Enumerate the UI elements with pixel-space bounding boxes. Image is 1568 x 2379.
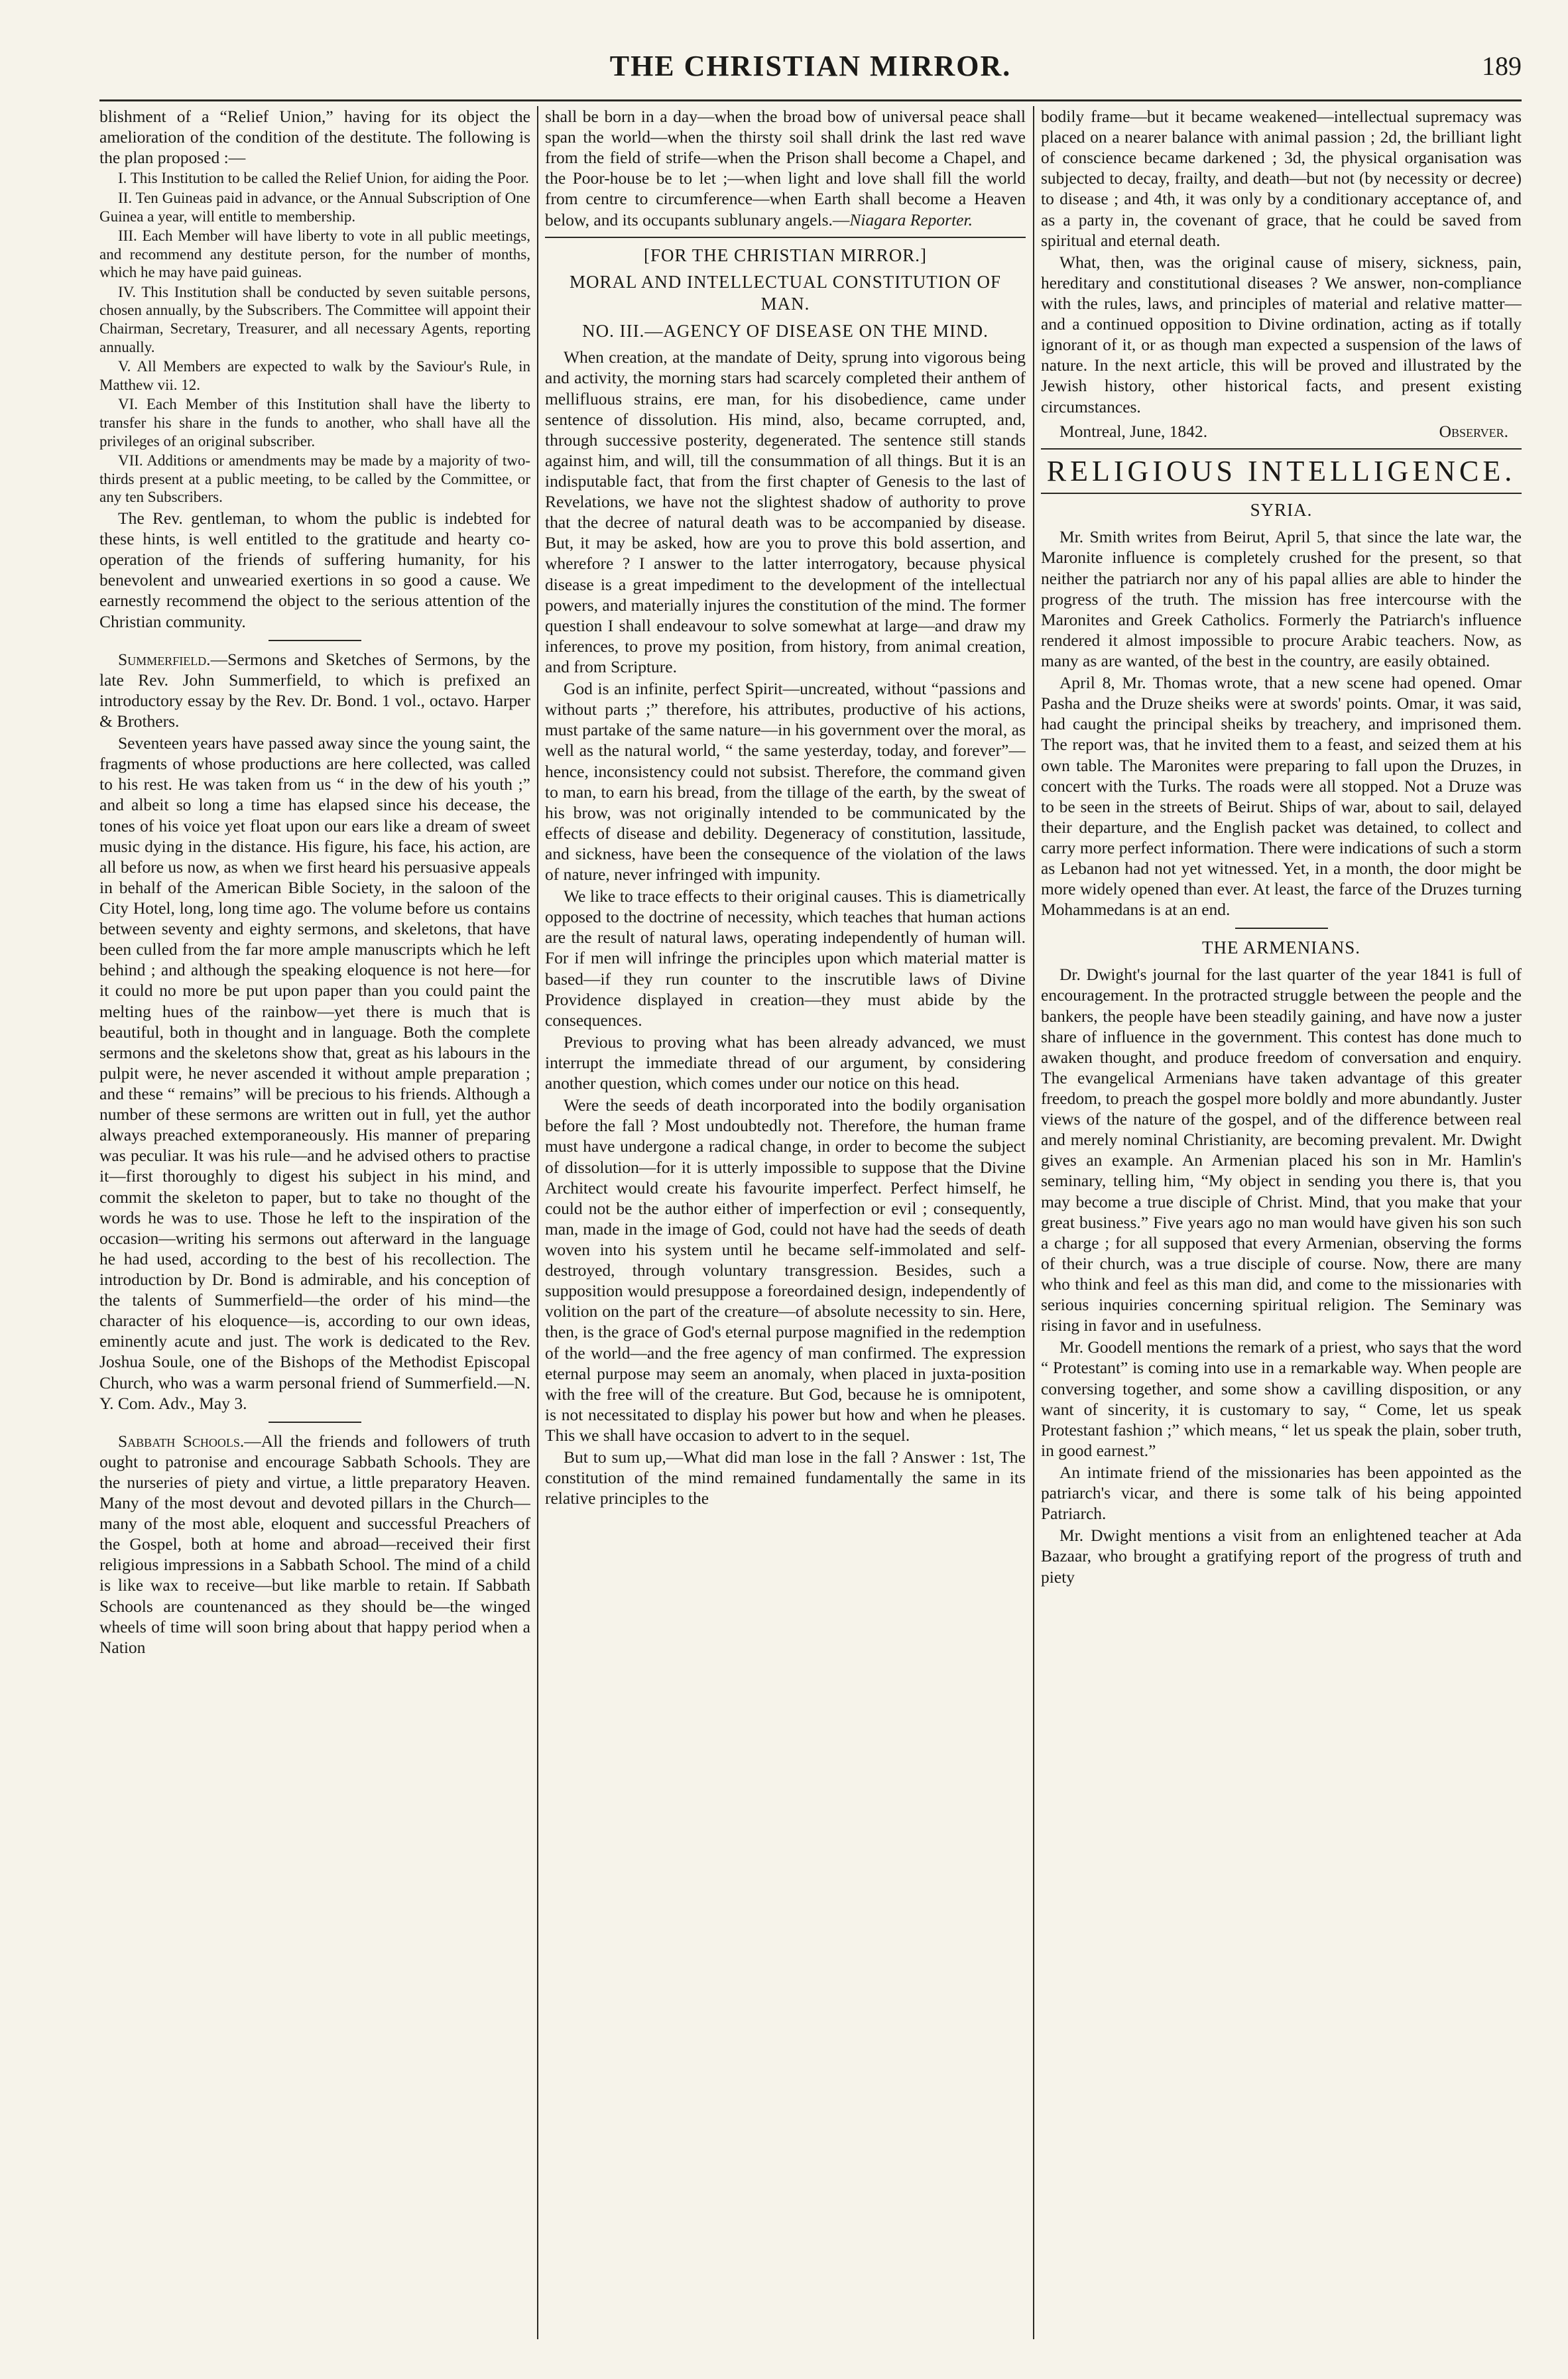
bracket-heading: [FOR THE CHRISTIAN MIRROR.] — [643, 245, 928, 265]
summerfield-lead: Summerfield. — [118, 649, 211, 669]
religious-intelligence-heading: RELIGIOUS INTELLIGENCE. — [1046, 454, 1516, 487]
rule-item: IV. This Institution shall be conducted by seven suitable persons, chosen annually, by the Subscribers. The Committee will appoint their Chairman, Secretary, Treasurer, and all necessary Agents, reporting annually. — [99, 283, 530, 355]
rule-item: VI. Each Member of this Institution shall have the liberty to transfer his share in the funds to another, who shall have all the privileges of an original subscriber. — [99, 396, 530, 450]
summerfield-review: Seventeen years have passed away since the young saint, the fragments of whose productions are here collected, was called to his rest. He was taken from us “ in the dew of his youth ;” and albeit so long a time has elapsed since his decease, the tones of his voice yet float upon our ears like a dream of sweet music dying in the distance. His figure, his face, his action, are all before us now, as when we first heard his persuasive appeals in behalf of the American Bible Society, in the saloon of the City Hotel, long, long time ago. The volume before us contains between seventy and eighty sermons, and skeletons, that have been culled from the far more ample manuscripts which he left behind ; and although the speaking eloquence is not here—for it could no more be put upon paper than you could paint the melting hues of the rainbow—yet there is much that is beautiful, both in thought and in language. Both the complete sermons and the skeletons show that, great as his labours in the pulpit were, he never ascended it without ample preparation ; and these “ remains” will be precious to his friends. Although a number of these sermons are written out in full, yet the author always preached extemporaneously. His manner of preparing was peculiar. It was his rule—and he advised others to practise it—first thoroughly to digest his subject in his mind, and commit the skeleton to paper, but to take no thought of the words he was to use. Those he left to the inspiration of the occasion—writing his sermons out afterward in the language he had used, according to the best of his recollection. The introduction by Dr. Bond is admirable, and his conception of the talents of Summerfield—the order of his mind—the character of his eloquence—is, according to our own ideas, eminently acute and just. The work is dedicated to the Rev. Joshua Soule, one of the Bishops of the Methodist Episcopal Church, who was a warm personal friend of Summerfield.—N. Y. Com. Adv., May 3. — [99, 733, 530, 1413]
syria-paragraph: April 8, Mr. Thomas wrote, that a new scene had opened. Omar Pasha and the Druze sheiks were at swords' points. Omar, it was said, had caught the principal sheiks by treachery, and imprisoned them. The report was, that he invited them to a feast, and seized them at his own table. The Maronites were preparing to fall upon the Druzes, in concert with the Turks. The roads were all stopped. Not a Druze was to be seen in the streets of Beirut. Ships of war, about to sail, delayed their departure, and the English packet was detained, to collect and carry more perfect information. There were indications of such a storm as Lebanon had not yet witnessed. Yet, in a month, the door might be more widely opened than ever. At least, the farce of the Druzes turning Mohammedans is at an end. — [1041, 673, 1522, 920]
sabbath-schools-paragraph — [99, 1431, 530, 1658]
section-divider — [269, 1422, 361, 1423]
armenians-heading: THE ARMENIANS. — [1201, 938, 1360, 958]
rule-item: VII. Additions or amendments may be made by a majority of two-thirds present at a public meeting, to be called by the Committee, or any ten Subscribers. — [99, 452, 530, 506]
column-1 — [99, 106, 530, 2339]
signature-line — [1041, 418, 1522, 444]
section-divider — [269, 640, 361, 641]
syria-paragraph: Mr. Smith writes from Beirut, April 5, that since the late war, the Maronite influence is completely crushed for the present, so that neither the patriarch nor any of his papal allies are able to hinder the progress of the truth. The mission has free intercourse with the Maronites and Greek Catholics. Formerly the Patriarch's influence rendered it almost impossible to procure Arabic teachers. Now, as many as are wanted, of the best in the country, are easily obtained. — [1041, 527, 1522, 671]
article-paragraph: What, then, was the original cause of misery, sickness, pain, hereditary and constitutional diseases ? We answer, non-compliance with the rules, laws, and principles of material and relative matter—and a continued opposition to Divine ordination, acting as if totally ignorant of it, or as though man expected a suspension of the laws of nature. In the next article, this will be proved and illustrated by the Jewish history, other historical facts, and present existing circumstances. — [1041, 252, 1522, 416]
niagara-continuation — [545, 106, 1026, 230]
column-2 — [545, 106, 1026, 2339]
sabbath-body: —All the friends and followers of truth ought to patronise and encourage Sabbath Schools. They are the nurseries of piety and virtue, a little preparatory Heaven. Many of the most devout and devoted pillars in the Church—many of the most able, eloquent and successful Preachers of the Gospel, both at home and abroad—received their first religious impressions in a Sabbath School. The mind of a child is like wax to receive—but like marble to retain. If Sabbath Schools are countenanced as they should be—the winged wheels of time will soon bring about that happy period when a Nation — [99, 1431, 530, 1657]
page-number: 189 — [1482, 51, 1522, 81]
column-rule-1 — [537, 106, 538, 2339]
armenians-paragraph: Mr. Dwight mentions a visit from an enlightened teacher at Ada Bazaar, who brought a gratifying report of the progress of truth and piety — [1041, 1526, 1522, 1587]
summerfield-notice — [99, 649, 530, 731]
niagara-source: Niagara Reporter. — [849, 210, 973, 229]
syria-heading: SYRIA. — [1250, 500, 1313, 520]
relief-union-rules — [99, 169, 530, 507]
armenians-paragraph: An intimate friend of the missionaries has been appointed as the patriarch's vicar, and there is some talk of his being appointed Patriarch. — [1041, 1463, 1522, 1524]
signature-place-date: Montreal, June, 1842. — [1059, 421, 1208, 441]
newspaper-title: THE CHRISTIAN MIRROR. — [609, 50, 1012, 82]
armenians-paragraph: Mr. Goodell mentions the remark of a priest, who says that the word “ Protestant” is coming into use in a remarkable way. When people are conversing together, and some show a cavilling disposition, or any want of sincerity, it is customary to say, “ Come, let us speak Protestant fashion ;” which means, “ let us speak the plain, sober truth, in good earnest.” — [1041, 1337, 1522, 1460]
article-paragraph: But to sum up,—What did man lose in the fall ? Answer : 1st, The constitution of the mind remained fundamentally the same in its relative principles to the — [545, 1447, 1026, 1508]
masthead-rule — [99, 99, 1522, 101]
rule-item: I. This Institution to be called the Relief Union, for aiding the Poor. — [118, 170, 529, 187]
article-paragraph: Were the seeds of death incorporated into the bodily organisation before the fall ? Most undoubtedly not. Therefore, the human frame must have undergone a radical change, in order to become the subject of dissolution—for it is utterly impossible to suppose that the Divine Architect would create his favourite imperfect. Perfect himself, he could not be the author either of imperfection or evil ; consequently, man, made in the image of God, could not have had the seeds of death woven into his system until he became self-immolated and self-destroyed, through voluntary transgression. Besides, such a supposition would presuppose a foreordained design, independently of volition on the part of the creature—of absolute necessity to sin. Here, then, is the grace of God's eternal purpose magnified in the redemption of the world—and the free agency of man confirmed. The expression eternal purpose may seem an anomaly, when placed in juxta-position with the free will of the creature. But God, because he is omnipotent, is not necessitated to display his power but how and when he pleases. This we shall have occasion to advert to in the sequel. — [545, 1095, 1026, 1445]
article-paragraph: We like to trace effects to their original causes. This is diametrically opposed to the doctrine of necessity, which teaches that human actions are the result of natural laws, operating independently of human will. For if men will infringe the principles upon which material matter is based—if they run counter to the inscrutible laws of Divine Providence displayed in creation—they must abide by the consequences. — [545, 886, 1026, 1030]
article-continuation: bodily frame—but it became weakened—intellectual supremacy was placed on a nearer balance with animal passion ; 2d, the brilliant light of conscience became darkened ; 3d, the physical organisation was subjected to decay, frailty, and death—but not (by necessity or decree) to disease ; and 4th, it was only by a conditionary acceptance of, and as a party in, the covenant of grace, that he could be saved from spiritual and eternal death. — [1041, 107, 1522, 250]
rev-gentleman-paragraph: The Rev. gentleman, to whom the public is indebted for these hints, is well entitled to the gratitude and hearty co-operation of the friends of suffering humanity, for his benevolent and unwearied exertions in so good a cause. We earnestly recommend the object to the serious attention of the Christian community. — [99, 509, 530, 631]
armenians-paragraph: Dr. Dwight's journal for the last quarter of the year 1841 is full of encouragement. In the protracted struggle between the people and the bankers, the people have been steadily gaining, and have now a juster share of influence in the government. This contest has done much to awaken thought, and produce freedom of conversation and enquiry. The evangelical Armenians have taken advantage of this greater freedom, to preach the gospel more boldly and more abundantly. Juster views of the nature of the gospel, and of the difference between real and merely nominal Christianity, are becoming prevalent. Mr. Dwight gives an example. An Armenian placed his son in Mr. Hamlin's seminary, telling him, “My object in sending you there is, that you may become a true disciple of Christ. Mind, that you make that your great business.” Five years ago no man would have given his son such a charge ; for all supposed that every Armenian, observing the forms of their church, was a true disciple of course. Now, there are many who think and feel as this man did, and come to the missionaries with serious inquiries concerning spiritual religion. The Seminary was rising in favor and in usefulness. — [1041, 965, 1522, 1335]
article-title: MORAL AND INTELLECTUAL CONSTITUTION OF MAN. — [570, 272, 1001, 314]
section-divider — [1041, 448, 1522, 450]
article-paragraph: When creation, at the mandate of Deity, sprung into vigorous being and activity, the morning stars had scarcely completed their anthem of mellifluous strains, ere man, for his disobedience, came under sentence of dissolution. His mind, also, became corrupted, and, through successive posterity, degenerated. The sentence still stands against him, and will, till the consummation of all things. But it is an indisputable fact, that from the first chapter of Genesis to the last of Revelations, we have not the slightest shadow of authority to prove that the decree of natural death was to be accompanied by disease. But, it may be asked, how are you to prove this bold assertion, and wherefore ? I answer to the latter interrogatory, because physical disease is a great impediment to the development of the intellectual powers, and materially injures the constitution of the mind. The former question I shall endeavour to solve somewhat at large—and draw my inferences, to prove my position, from history, from animal creation, and from Scripture. — [545, 347, 1026, 676]
relief-union-intro: blishment of a “Relief Union,” having for its object the amelioration of the condition of the destitute. The following is the plan proposed :— — [99, 107, 530, 168]
masthead — [99, 40, 1522, 93]
rule-item: V. All Members are expected to walk by the Saviour's Rule, in Matthew vii. 12. — [99, 358, 530, 393]
article-subtitle: NO. III.—AGENCY OF DISEASE ON THE MIND. — [582, 320, 989, 341]
rule-item: II. Ten Guineas paid in advance, or the Annual Subscription of One Guinea a year, will entitle to membership. — [99, 189, 530, 225]
rule-item: III. Each Member will have liberty to vote in all public meetings, and recommend any destitute person, for the number of months, which he may have paid guineas. — [99, 227, 530, 281]
signature-name: Observer. — [1439, 421, 1508, 441]
sabbath-lead: Sabbath Schools. — [118, 1431, 245, 1451]
summerfield-intro: —Sermons and Sketches of Sermons, by the late Rev. John Summerfield, to which is prefixed an introductory essay by the Rev. Dr. Bond. 1 vol., octavo. Harper & Brothers. — [99, 649, 530, 731]
column-3 — [1041, 106, 1522, 2339]
section-divider — [1041, 493, 1522, 494]
article-paragraph: Previous to proving what has been already advanced, we must interrupt the immediate thread of our argument, by considering another question, which comes under our notice on this head. — [545, 1032, 1026, 1093]
section-divider — [1235, 928, 1328, 929]
column-rule-2 — [1033, 106, 1034, 2339]
section-divider — [545, 237, 1026, 238]
niagara-body: shall be born in a day—when the broad bow of universal peace shall span the world—when the thirsty soil shall drink the last red wave from the field of strife—when the Prison shall become a Chapel, and the Poor-house be to let ;—when light and love shall fill the world from centre to circumference—when Earth shall become a Heaven below, and its occupants sublunary angels.— — [545, 107, 1026, 229]
article-paragraph: God is an infinite, perfect Spirit—uncreated, without “passions and without parts ;” therefore, his attributes, productive of his actions, must partake of the same nature—in his government over the moral, as well as the natural world, “ the same yesterday, today, and forever”—hence, inconsistency could not subsist. Therefore, the command given to man, to earn his bread, from the tillage of the earth, by the sweat of his brow, was not originally intended to be communicated by the effects of disease and debility. Degeneracy of constitution, lassitude, and sickness, have been the consequence of the violation of the laws of nature, never infringed with impunity. — [545, 679, 1026, 884]
